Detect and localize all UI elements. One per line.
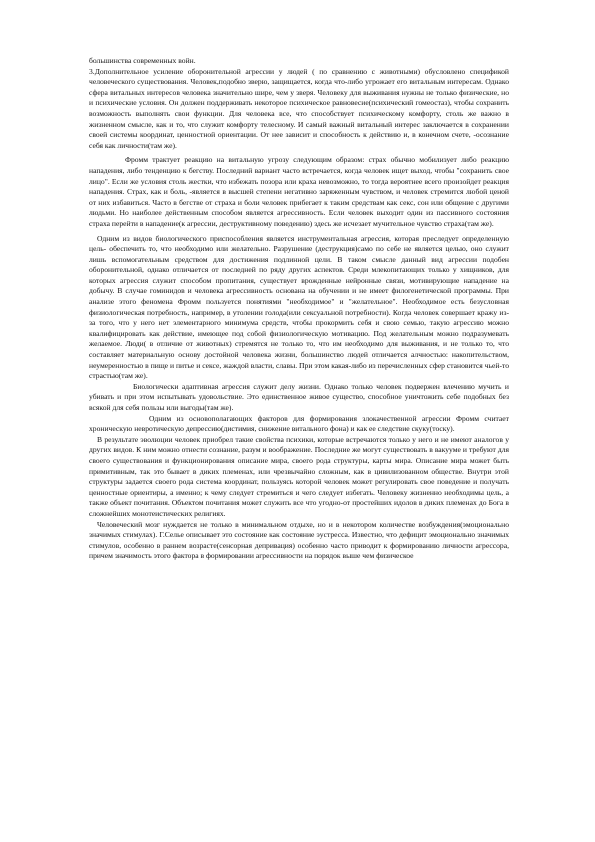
paragraph-adaptive-aggression: Биологически адаптивная агрессия служит делу жизни. Однако только человек подвержен влечению мучить и убивать и при этом испытывать удовольствие. Это единственное живое существо, способное уничтожить себе подобных без всякой для себя пользы или выгоды(там же). [89, 381, 509, 412]
paragraph-evolution: В результате эволюции человек приобрел такие свойства психики, которые встречаются только у него и не имеют аналогов у других видов. К ним можно отнести сознание, разум и воображение. Последние же могут существовать в вакууме и требуют для своего существования и функционирования описание мира, своего рода структуры, карты мира. Описание мира может быть примитивным, так это бывает в диких племенах, или чрезвычайно сложным, как в цивилизованном обществе. Внутри этой структуры задается своего рода система координат, пользуясь которой человек может регулировать свое поведение и получать ценностные ориентиры, а именно; к чему следует стремиться и чего следует избегать. Человеку жизненно необходимы цель, а также объект почитания. Объектом почитания может служить все что угодно-от простейших идолов в диких племенах до Бога в сложнейших монотеистических религиях. [89, 434, 509, 518]
paragraph-depression-factor: Одним из основополагающих факторов для формирования злокачественной агрессии Фромм считает хроническую невротическую депрессию(дистимия, снижение витального фона) и как ее следствие скуку(тоску). [89, 413, 509, 434]
paragraph-fromm-fear: Фромм трактует реакцию на витальную угрозу следующим образом: страх обычно мобилизует либо реакцию нападения, либо тенденцию к бегству. Последний вариант часто встречается, когда человек ищет выход, чтобы "сохранить свое лицо". Если же условия столь жестки, что избежать позора или краха невозможно, то тогда вероятнее всего произойдет реакция нападения. Страх, как и боль, -является в высшей степени негативно заряженным чувством, и человек стремится любой ценой от них избавиться. Часто в бегстве от страха и боли человек прибегает к таким средствам как секс, сон или общение с другими людьми. Но наиболее действенным способом является агрессивность. Если человек выходит один из пассивного состояния страха перейти в нападение(к агрессии, деструктивному поведению) здесь же исчезает мучительное чувство страха(там же). [89, 155, 509, 228]
paragraph-fragment: большинства современных войн. [89, 56, 196, 65]
paragraph-brain-stimulation: Человеческий мозг нуждается не только в минимальном отдыхе, но и в некотором количестве возбуждения(эмоционально значимых стимулах). Г.Селье описывает это состояние как состояние эустресса. Известно, что дефицит эмоционально значимых стимулов, особенно в раннем возрасте(сенсорная депривация) особенно часто приводит к формированию личности агрессора, причем значимость этого фактора в формировании агрессивности на порядок выше чем физическое [89, 519, 509, 561]
document-page [89, 56, 509, 562]
paragraph-defensive-aggression: 3.Дополнительное усиление оборонительной агрессии у людей ( по сравнению с животными) обусловлено спецификой человеческого существования. Человек,подобно зверю, защищается, когда что-либо угрожает его витальным интересам. Однако сфера витальных интересов человека значительно шире, чем у зверя. Человеку для выживания нужны не только физические, но и психические условия. Он должен поддерживать некоторое психическое равновесие(психический гомеостаз), чтобы сохранить возможность выполнять свои функции. Для человека все, что способствует психическому комфорту, столь же важно в жизненном смысле, как и то, что служит комфорту телесному. И самый важный витальный интерес заключается в сохранении своей системы координат, ценностной ориентации. От нее зависит и способность к действию и, в конечном счете, -осознание себя как личности(там же). [89, 66, 509, 150]
paragraph-instrumental-aggression: Одним из видов биологического приспособления является инструментальная агрессия, которая преследует определенную цель- обеспечить то, что необходимо или желательно. Разрушение (деструкция)само по себе не является целью, оно служит лишь вспомогательным средством для достижения подлинной цели. В таком смысле данный вид агрессии подобен оборонительной, однако отличается от последней по ряду других аспектов. Среди млекопитающих только у хищников, для которых агрессия служит способом пропитания, существует врожденные нейронные связи, мотивирующие нападение на добычу. В случае гоминидов и человека агрессивность основана на обучении и не имеет филогенетической программы. При анализе этого феномена Фромм пользуется понятиями "необходимое" и "желательное". Необходимое есть безусловная физиологическая потребность, например, в утолении голода(или сексуальной потребности). Когда человек совершает кражу из-за того, что у него нет элементарного минимума средств, чтобы прокормить себя и свою семью, такую агрессию можно квалифицировать как действие, имеющее под собой физиологическую мотивацию. Под желательным можно подразумевать желаемое. Люди( в отличие от животных) стремятся не только то, что им необходимо для выживания, и не только то, что составляет материальную основу достойной человека жизни, большинство людей отличается алчностью: накопительством, неумеренностью в пище и питье и сексе, жаждой власти, славы. При этом какая-либо из перечисленных сфер становится чьей-то страстью(там же). [89, 233, 509, 381]
